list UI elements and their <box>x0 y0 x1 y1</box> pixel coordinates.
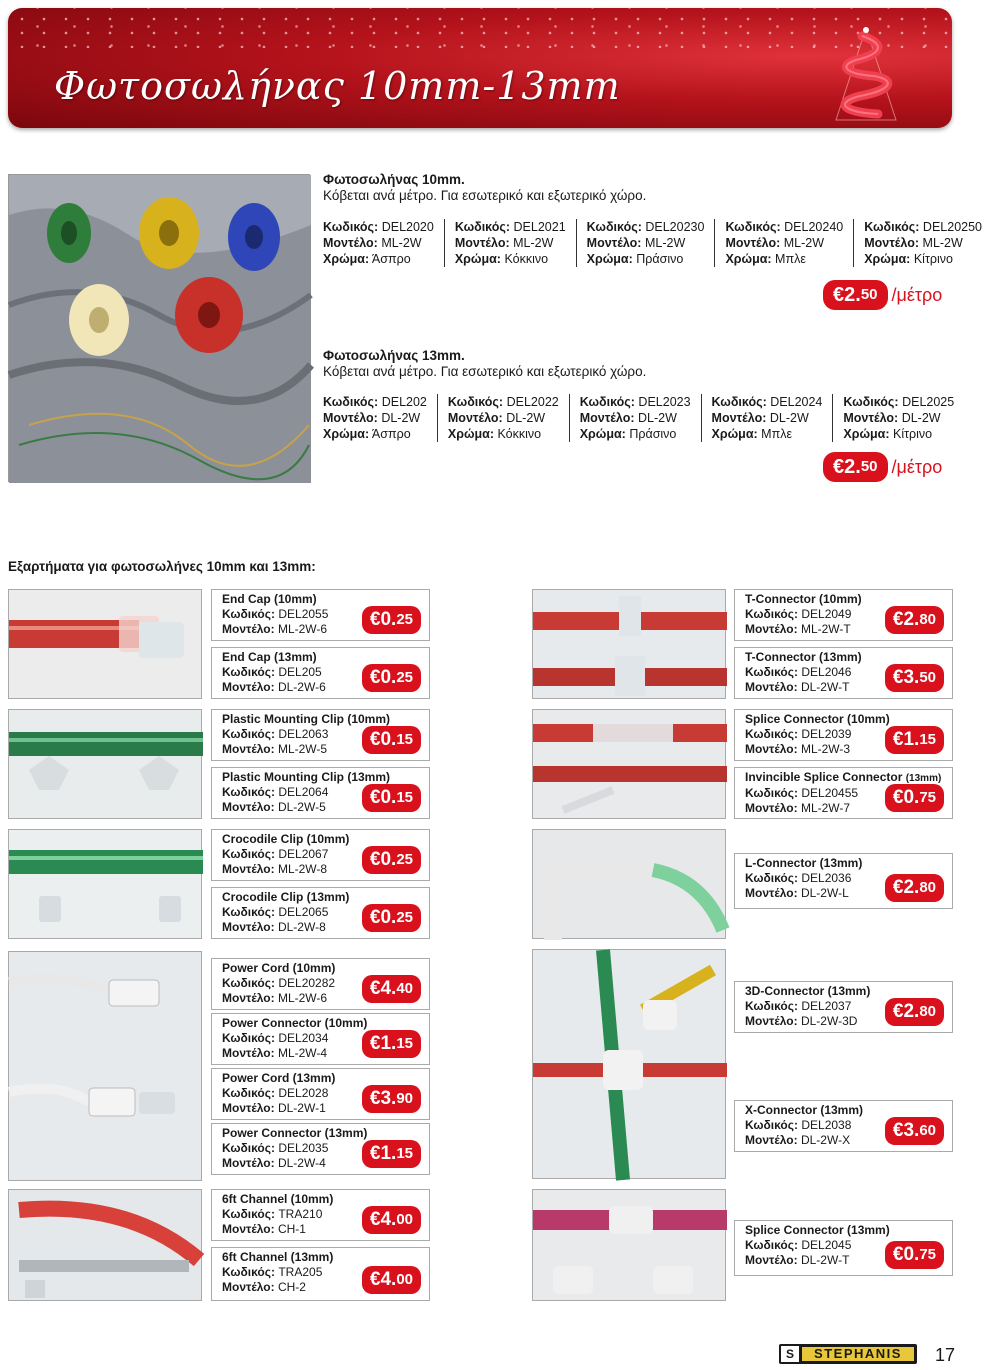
accessory-model: Μοντέλο: DL-2W-6 <box>222 680 326 694</box>
christmas-tree-icon <box>816 24 916 128</box>
accessory-name: 6ft Channel (13mm) <box>222 1250 334 1264</box>
accessory-model: Μοντέλο: DL-2W-5 <box>222 800 326 814</box>
accessory-price: €2. 80 <box>885 874 944 902</box>
page-number: 17 <box>935 1345 956 1365</box>
price-tag: €2. 50 <box>823 280 888 310</box>
accessory-price: €4. 40 <box>362 975 421 1003</box>
accessory-code: Κωδικός: DEL2045 <box>745 1238 852 1252</box>
variant-0: Κωδικός: DEL2020 Μοντέλο: ML-2W Χρώμα: Άσπρο <box>323 220 434 266</box>
accessory-model: Μοντέλο: ML-2W-T <box>745 622 851 636</box>
accessory-price: €0. 75 <box>885 784 944 812</box>
accessory-name: Plastic Mounting Clip (13mm) <box>222 770 391 784</box>
accessory-model: Μοντέλο: ML-2W-4 <box>222 1046 328 1060</box>
accessory-model: Μοντέλο: DL-2W-L <box>745 886 849 900</box>
section-13mm-title: Φωτοσωλήνας 13mm. <box>323 348 465 363</box>
variant-2: Κωδικός: DEL2023 Μοντέλο: DL-2W Χρώμα: Πράσινο <box>569 394 701 442</box>
accessory-name: T-Connector (10mm) <box>745 592 862 606</box>
section-13mm-variants <box>323 394 964 442</box>
price-unit: /μέτρο <box>891 284 943 305</box>
accessory-model: Μοντέλο: ML-2W-5 <box>222 742 328 756</box>
accessory-name: End Cap (13mm) <box>222 650 317 664</box>
accessory-price: €2. 80 <box>885 998 944 1026</box>
accessory-item <box>734 767 953 819</box>
accessory-model: Μοντέλο: ML-2W-6 <box>222 991 328 1005</box>
accessory-code: Κωδικός: DEL2067 <box>222 847 329 861</box>
accessory-model: Μοντέλο: DL-2W-X <box>745 1133 851 1147</box>
accessory-model: Μοντέλο: DL-2W-8 <box>222 920 326 934</box>
section-10mm-variants <box>323 219 992 267</box>
accessory-price: €0. 15 <box>362 784 421 812</box>
crocodile-clip-photo <box>8 829 202 939</box>
section-10mm-price <box>823 280 942 310</box>
accessory-price: €0. 25 <box>362 904 421 932</box>
accessory-name: Splice Connector (13mm) <box>745 1223 890 1237</box>
accessory-price: €3. 60 <box>885 1117 944 1145</box>
accessory-code: Κωδικός: DEL2038 <box>745 1118 852 1132</box>
section-10mm-heading <box>323 172 646 204</box>
accessory-code: Κωδικός: DEL2036 <box>745 871 852 885</box>
accessory-model: Μοντέλο: DL-2W-T <box>745 680 850 694</box>
accessory-code: Κωδικός: DEL20455 <box>745 786 859 800</box>
accessory-code: Κωδικός: DEL2028 <box>222 1086 329 1100</box>
accessory-model: Μοντέλο: CH-1 <box>222 1222 306 1236</box>
accessory-name: End Cap (10mm) <box>222 592 317 606</box>
accessory-model: Μοντέλο: DL-2W-3D <box>745 1014 858 1028</box>
section-13mm-subtitle: Κόβεται ανά μέτρο. Για εσωτερικό και εξωτερικό χώρο. <box>323 364 647 379</box>
variant-1: Κωδικός: DEL2021 Μοντέλο: ML-2W Χρώμα: Κόκκινο <box>444 219 576 267</box>
sparkle-decoration <box>8 8 952 48</box>
variant-4: Κωδικός: DEL20250 Μοντέλο: ML-2W Χρώμα: Κίτρινο <box>853 219 992 267</box>
accessory-code: Κωδικός: DEL2039 <box>745 727 852 741</box>
accessory-price: €4. 00 <box>362 1206 421 1234</box>
accessory-item <box>211 709 430 761</box>
variant-0: Κωδικός: DEL202 Μοντέλο: DL-2W Χρώμα: Άσπρο <box>323 395 427 441</box>
accessory-code: Κωδικός: DEL2046 <box>745 665 852 679</box>
accessory-item <box>734 647 953 699</box>
accessory-code: Κωδικός: DEL2064 <box>222 785 329 799</box>
accessory-item <box>734 589 953 641</box>
accessory-item <box>211 829 430 881</box>
t-connector-photo <box>532 589 726 699</box>
accessory-item <box>734 853 953 909</box>
accessory-name: Crocodile Clip (10mm) <box>222 832 350 846</box>
logo-mark: S <box>781 1346 799 1362</box>
l-connector-photo <box>532 829 726 939</box>
accessory-price: €1. 15 <box>885 726 944 754</box>
accessory-model: Μοντέλο: ML-2W-3 <box>745 742 851 756</box>
accessory-item <box>211 647 430 699</box>
accessory-price: €0. 75 <box>885 1241 944 1269</box>
accessories-heading: Εξαρτήματα για φωτοσωλήνες 10mm και 13mm: <box>8 559 316 574</box>
variant-4: Κωδικός: DEL2025 Μοντέλο: DL-2W Χρώμα: Κίτρινο <box>832 394 964 442</box>
accessory-price: €0. 25 <box>362 606 421 634</box>
accessory-code: Κωδικός: DEL2034 <box>222 1031 329 1045</box>
tube-rolls-photo <box>8 174 310 482</box>
accessory-code: Κωδικός: DEL2037 <box>745 999 852 1013</box>
accessory-model: Μοντέλο: DL-2W-T <box>745 1253 850 1267</box>
accessory-price: €0. 25 <box>362 664 421 692</box>
accessory-code: Κωδικός: DEL2065 <box>222 905 329 919</box>
accessory-item <box>734 1220 953 1276</box>
accessory-item <box>734 981 953 1033</box>
accessory-price: €1. 15 <box>362 1140 421 1168</box>
accessory-item <box>211 1123 430 1175</box>
accessory-item <box>734 1100 953 1152</box>
channel-photo <box>8 1189 202 1301</box>
accessory-item <box>211 1247 430 1301</box>
section-13mm-price <box>823 452 942 482</box>
accessory-name: Invincible Splice Connector (13mm) <box>745 770 942 784</box>
variant-2: Κωδικός: DEL20230 Μοντέλο: ML-2W Χρώμα: Πράσινο <box>576 219 715 267</box>
accessory-name: 3D-Connector (13mm) <box>745 984 871 998</box>
splice-13mm-photo <box>532 1189 726 1301</box>
logo-text: STEPHANIS <box>802 1347 914 1361</box>
accessory-name: Power Cord (13mm) <box>222 1071 336 1085</box>
price-unit: /μέτρο <box>891 456 943 477</box>
accessory-price: €0. 25 <box>362 846 421 874</box>
accessory-model: Μοντέλο: ML-2W-8 <box>222 862 328 876</box>
accessory-code: Κωδικός: DEL20282 <box>222 976 336 990</box>
accessory-name: Splice Connector (10mm) <box>745 712 890 726</box>
accessory-name: X-Connector (13mm) <box>745 1103 864 1117</box>
accessory-item <box>211 767 430 819</box>
end-cap-photo <box>8 589 202 699</box>
accessory-code: Κωδικός: DEL2035 <box>222 1141 329 1155</box>
accessory-price: €1. 15 <box>362 1030 421 1058</box>
accessory-name: 6ft Channel (10mm) <box>222 1192 334 1206</box>
accessory-name: L-Connector (13mm) <box>745 856 863 870</box>
accessory-model: Μοντέλο: ML-2W-6 <box>222 622 328 636</box>
accessory-name: Crocodile Clip (13mm) <box>222 890 350 904</box>
accessory-code: Κωδικός: DEL205 <box>222 665 322 679</box>
variant-1: Κωδικός: DEL2022 Μοντέλο: DL-2W Χρώμα: Κόκκινο <box>437 394 569 442</box>
accessory-item <box>211 958 430 1010</box>
accessory-item <box>211 1189 430 1241</box>
section-13mm-heading <box>323 348 646 380</box>
accessory-name: Power Connector (13mm) <box>222 1126 368 1140</box>
accessory-model: Μοντέλο: DL-2W-4 <box>222 1156 326 1170</box>
accessory-price: €3. 90 <box>362 1085 421 1113</box>
variant-3: Κωδικός: DEL2024 Μοντέλο: DL-2W Χρώμα: Μπλε <box>701 394 833 442</box>
variant-3: Κωδικός: DEL20240 Μοντέλο: ML-2W Χρώμα: Μπλε <box>714 219 853 267</box>
accessory-model: Μοντέλο: CH-2 <box>222 1280 306 1294</box>
page-title: Φωτοσωλήνας 10mm-13mm <box>54 64 621 108</box>
accessory-name: Plastic Mounting Clip (10mm) <box>222 712 391 726</box>
accessory-item <box>211 589 430 641</box>
accessory-name: T-Connector (13mm) <box>745 650 862 664</box>
section-10mm-title: Φωτοσωλήνας 10mm. <box>323 172 465 187</box>
accessory-name: Power Connector (10mm) <box>222 1016 368 1030</box>
mounting-clip-photo <box>8 709 202 819</box>
accessory-code: Κωδικός: DEL2063 <box>222 727 329 741</box>
accessory-price: €3. 50 <box>885 664 944 692</box>
accessory-code: Κωδικός: DEL2055 <box>222 607 329 621</box>
accessory-item <box>211 1068 430 1120</box>
accessory-item <box>211 887 430 939</box>
accessory-code: Κωδικός: DEL2049 <box>745 607 852 621</box>
price-tag: €2. 50 <box>823 452 888 482</box>
page-banner <box>8 8 952 128</box>
stephanis-logo <box>779 1344 917 1364</box>
accessory-item <box>734 709 953 761</box>
accessory-code: Κωδικός: TRA210 <box>222 1207 323 1221</box>
3d-x-connector-photo <box>532 949 726 1179</box>
splice-connector-photo <box>532 709 726 819</box>
accessory-price: €4. 00 <box>362 1266 421 1294</box>
accessory-model: Μοντέλο: DL-2W-1 <box>222 1101 326 1115</box>
section-10mm-subtitle: Κόβεται ανά μέτρο. Για εσωτερικό και εξωτερικό χώρο. <box>323 188 647 203</box>
accessory-name: Power Cord (10mm) <box>222 961 336 975</box>
accessory-item <box>211 1013 430 1065</box>
accessory-price: €0. 15 <box>362 726 421 754</box>
accessory-code: Κωδικός: TRA205 <box>222 1265 323 1279</box>
power-cord-photo <box>8 951 202 1181</box>
accessory-model: Μοντέλο: ML-2W-7 <box>745 801 851 815</box>
accessory-price: €2. 80 <box>885 606 944 634</box>
